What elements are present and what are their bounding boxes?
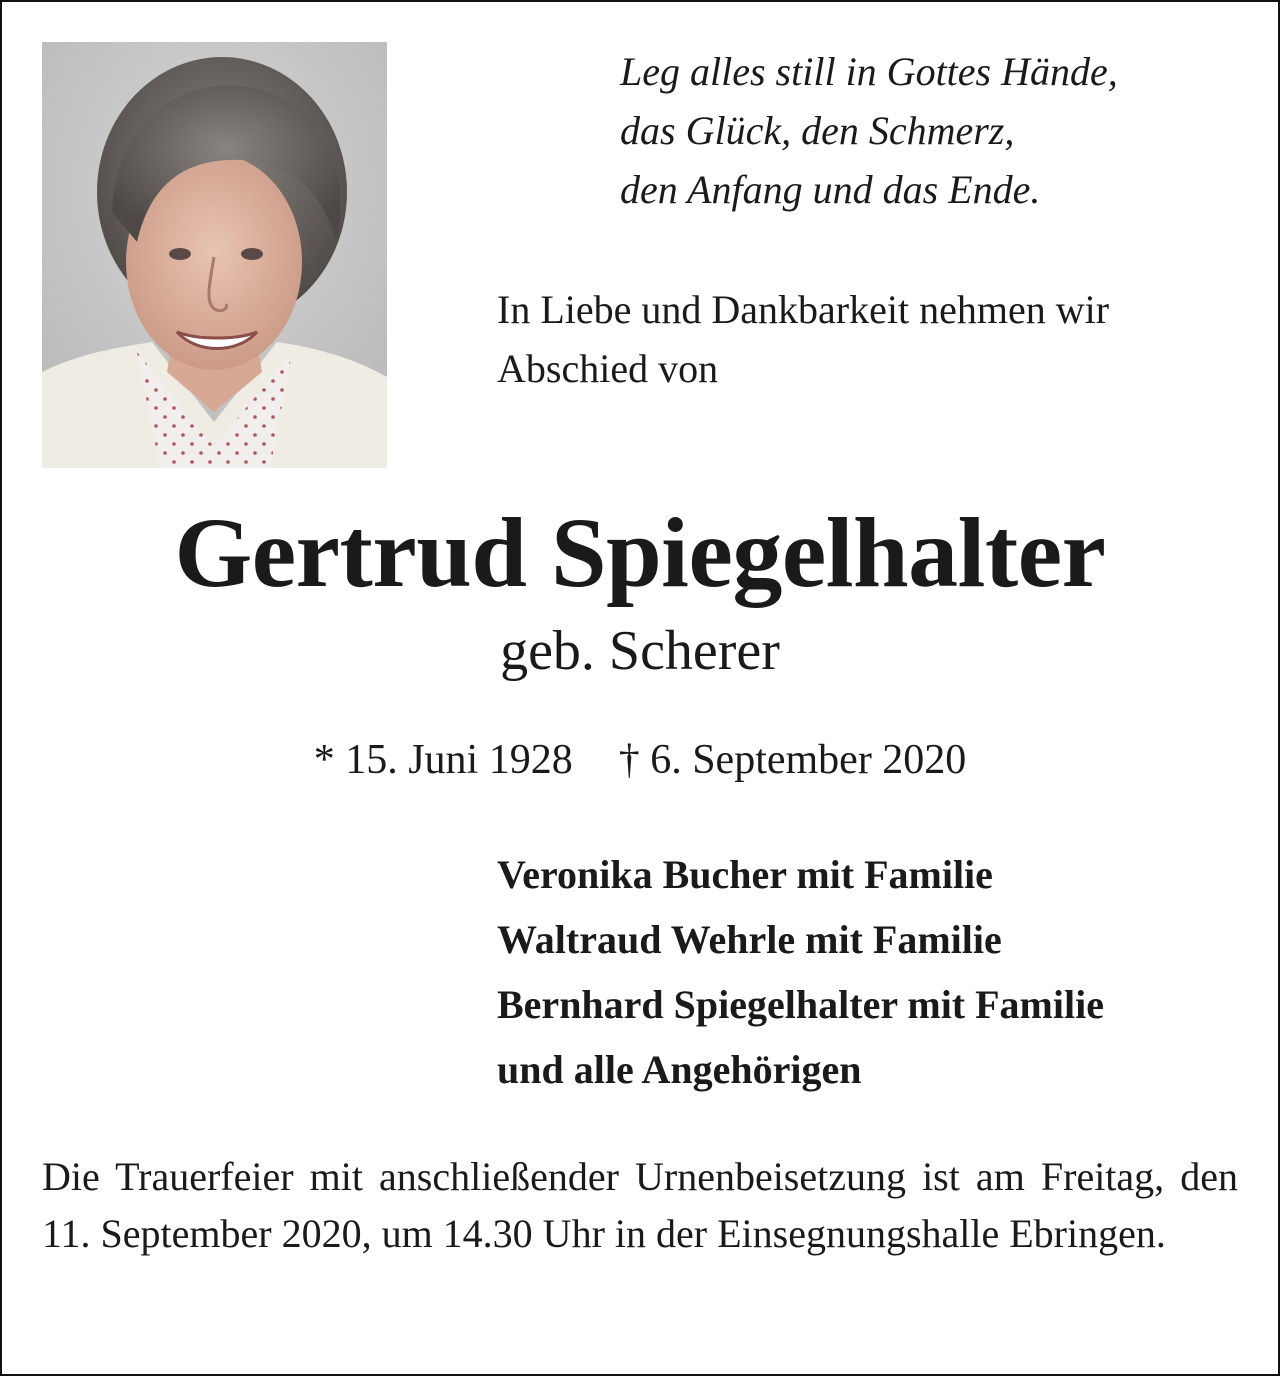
verse bbox=[620, 42, 1118, 219]
mourners-list bbox=[497, 842, 1104, 1102]
deceased-name: Gertrud Spiegelhalter bbox=[174, 497, 1106, 608]
portrait-photo bbox=[42, 42, 387, 468]
maiden-name: geb. Scherer bbox=[500, 620, 780, 682]
service-info: Die Trauerfeier mit anschließender Urnenbeisetzung ist am Freitag, den 11. September 2020, um 14.30 Uhr in der Einsegnungshalle Ebringen. bbox=[42, 1154, 1238, 1256]
verse-line: Leg alles still in Gottes Hände, bbox=[620, 49, 1118, 94]
death-date: † 6. September 2020 bbox=[618, 737, 967, 783]
intro-line: Abschied von bbox=[497, 346, 719, 391]
intro-text bbox=[497, 280, 1109, 398]
intro-line: In Liebe und Dankbarkeit nehmen wir bbox=[497, 287, 1110, 332]
verse-line: den Anfang und das Ende. bbox=[620, 167, 1041, 212]
verse-line: das Glück, den Schmerz, bbox=[620, 108, 1015, 153]
mourner-entry: Bernhard Spiegelhalter mit Familie bbox=[497, 982, 1104, 1027]
mourner-entry: Veronika Bucher mit Familie bbox=[497, 852, 993, 897]
birth-date: * 15. Juni 1928 bbox=[313, 737, 573, 783]
life-dates bbox=[0, 732, 1280, 788]
mourner-entry: und alle Angehörigen bbox=[497, 1047, 862, 1092]
mourner-entry: Waltraud Wehrle mit Familie bbox=[497, 917, 1002, 962]
portrait-illustration bbox=[42, 42, 387, 468]
